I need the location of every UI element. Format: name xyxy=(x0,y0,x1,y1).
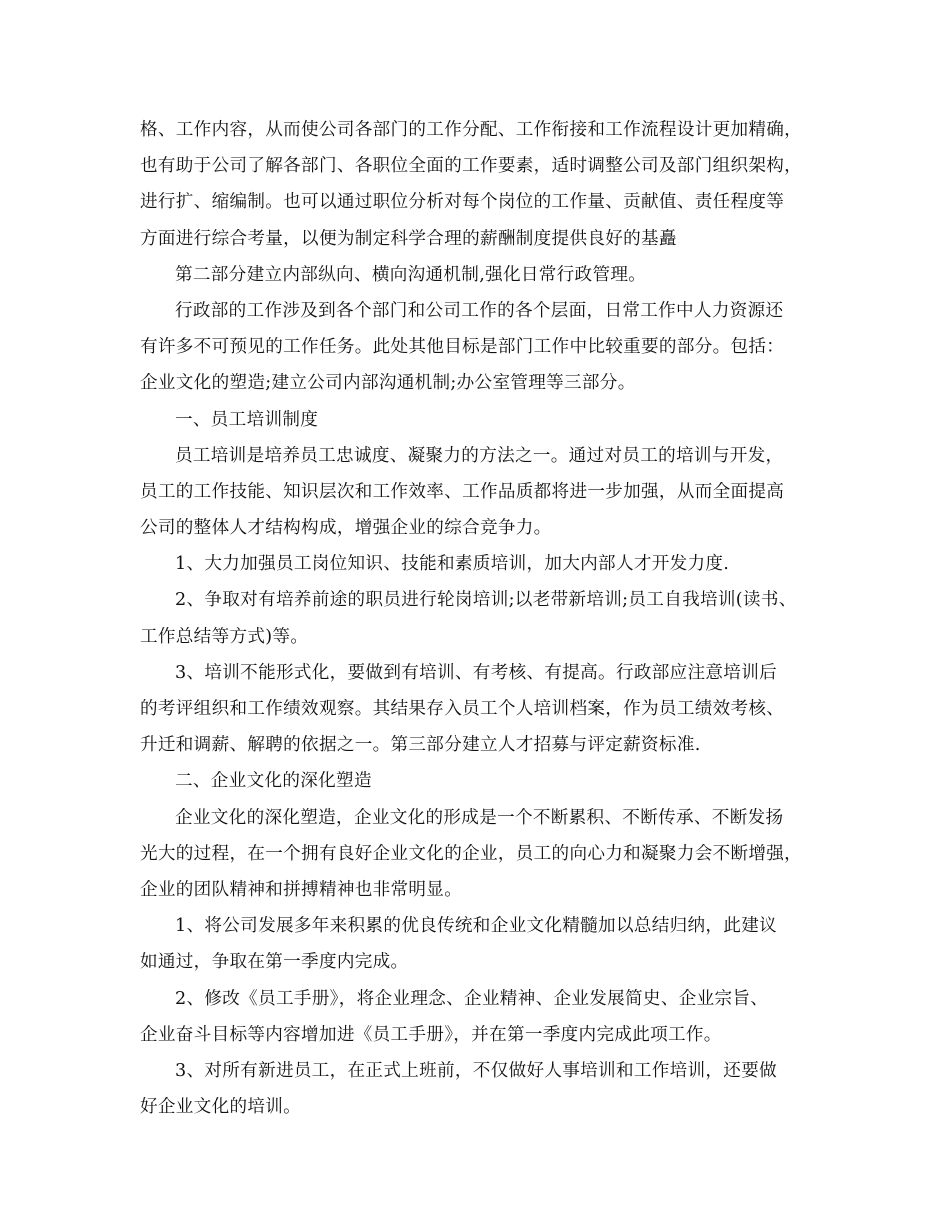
text-line: 2、争取对有培养前途的职员进行轮岗培训;以老带新培训;员工自我培训(读书、 xyxy=(175,590,797,611)
text-line: 工作总结等方式)等。 xyxy=(140,626,309,647)
text-line: 第二部分建立内部纵向、横向沟通机制,强化日常行政管理。 xyxy=(175,264,647,285)
document-body xyxy=(140,112,820,1125)
text-line: 一、员工培训制度 xyxy=(175,409,319,430)
text-line: 方面进行综合考量，以便为制定科学合理的薪酬制度提供良好的基矗 xyxy=(140,228,677,249)
text-line: 3、对所有新进员工，在正式上班前，不仅做好人事培训和工作培训，还要做 xyxy=(175,1060,777,1081)
text-line: 升迁和调薪、解聘的依据之一。第三部分建立人才招募与评定薪资标准. xyxy=(140,735,701,756)
text-line: 光大的过程，在一个拥有良好企业文化的企业，员工的向心力和凝聚力会不断增强， xyxy=(140,843,803,864)
text-line: 员工培训是培养员工忠诚度、凝聚力的方法之一。通过对员工的培训与开发， xyxy=(175,445,784,466)
text-line: 企业奋斗目标等内容增加进《员工手册》，并在第一季度内完成此项工作。 xyxy=(140,1024,722,1045)
text-line: 的考评组织和工作绩效观察。其结果存入员工个人培训档案，作为员工绩效考核、 xyxy=(140,699,785,719)
text-line: 企业的团队精神和拼搏精神也非常明显。 xyxy=(140,879,463,900)
text-line: 格、工作内容，从而使公司各部门的工作分配、工作衔接和工作流程设计更加精确， xyxy=(140,120,803,140)
text-line: 如通过，争取在第一季度内完成。 xyxy=(140,952,409,973)
text-line: 进行扩、缩编制。也可以通过职位分析对每个岗位的工作量、贡献值、责任程度等 xyxy=(140,192,785,213)
text-line: 好企业文化的培训。 xyxy=(140,1097,302,1118)
text-line: 也有助于公司了解各部门、各职位全面的工作要素，适时调整公司及部门组织架构， xyxy=(140,156,803,177)
text-line: 公司的整体人才结构构成，增强企业的综合竞争力。 xyxy=(140,518,552,539)
text-line: 2、修改《员工手册》，将企业理念、企业精神、企业发展简史、企业宗旨、 xyxy=(175,988,769,1009)
text-line: 二、企业文化的深化塑造 xyxy=(175,771,372,792)
text-line: 企业文化的深化塑造，企业文化的形成是一个不断累积、不断传承、不断发扬 xyxy=(175,807,784,828)
text-line: 员工的工作技能、知识层次和工作效率、工作品质都将进一步加强，从而全面提高 xyxy=(140,481,785,502)
text-line: 1、将公司发展多年来积累的优良传统和企业文化精髓加以总结归纳，此建议 xyxy=(175,916,777,937)
text-line: 3、培训不能形式化，要做到有培训、有考核、有提高。行政部应注意培训后 xyxy=(175,662,777,683)
text-line: 有许多不可预见的工作任务。此处其他目标是部门工作中比较重要的部分。包括： xyxy=(140,337,785,358)
text-line: 企业文化的塑造;建立公司内部沟通机制;办公室管理等三部分。 xyxy=(140,373,636,394)
text-line: 行政部的工作涉及到各个部门和公司工作的各个层面，日常工作中人力资源还 xyxy=(175,300,784,321)
text-line: 1、大力加强员工岗位知识、技能和素质培训，加大内部人才开发力度. xyxy=(175,554,730,575)
